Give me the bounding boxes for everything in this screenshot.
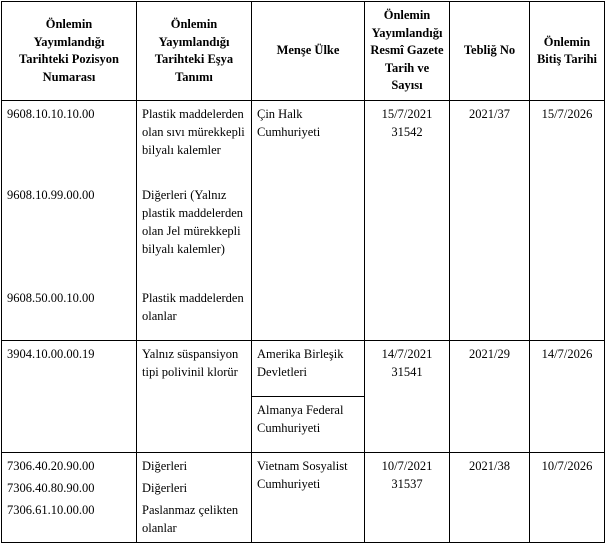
communique-cell — [450, 341, 530, 453]
gazette-date: 10/7/2021 — [381, 459, 433, 473]
measures-table — [1, 1, 605, 543]
table-row — [2, 453, 605, 543]
position-cell — [2, 341, 137, 453]
goods-description: Diğerleri — [142, 481, 188, 495]
position-cell — [2, 101, 137, 341]
gazette-number: 31537 — [391, 477, 423, 491]
goods-description: Diğerleri (Yalnız plastik maddelerden olan Jel mürekkepli bilyalı kalemler) — [142, 188, 244, 256]
goods-description: Plastik maddelerden olanlar — [142, 291, 244, 323]
position-number: 7306.40.20.90.00 — [7, 459, 95, 473]
goods-description: Paslanmaz çelikten olanlar — [142, 503, 239, 535]
gazette-cell — [365, 341, 450, 453]
origin-cell — [252, 453, 365, 543]
header-origin-country: Menşe Ülke — [252, 2, 365, 101]
goods-description: Yalnız süspansiyon tipi polivinil klorür — [142, 347, 239, 379]
position-number: 9608.50.00.10.00 — [7, 291, 95, 305]
position-number: 3904.10.00.00.19 — [7, 347, 95, 361]
description-cell — [137, 101, 252, 341]
header-gazette-date-number: Önlemin Yayımlandığı Resmî Gazete Tarih ve Sayısı — [365, 2, 450, 101]
origin-country: Vietnam Sosyalist Cumhuriyeti — [257, 459, 348, 491]
header-position-number: Önlemin Yayımlandığı Tarihteki Pozisyon Numarası — [2, 2, 137, 101]
end-date: 14/7/2026 — [541, 347, 593, 361]
position-cell — [2, 453, 137, 543]
end-date: 15/7/2026 — [541, 107, 593, 121]
end-date: 10/7/2026 — [541, 459, 593, 473]
gazette-date: 15/7/2021 — [381, 107, 433, 121]
gazette-number: 31541 — [391, 365, 423, 379]
origin-cell — [252, 101, 365, 341]
origin-country: Almanya Federal Cumhuriyeti — [257, 403, 344, 435]
goods-description: Plastik maddelerden olan sıvı mürekkepli bilyalı kalemler — [142, 107, 245, 157]
description-cell — [137, 453, 252, 543]
end-date-cell — [530, 101, 605, 341]
origin-country: Amerika Birleşik Devletleri — [252, 341, 364, 397]
header-goods-description: Önlemin Yayımlandığı Tarihteki Eşya Tanımı — [137, 2, 252, 101]
gazette-cell — [365, 453, 450, 543]
gazette-number: 31542 — [391, 125, 423, 139]
origin-cell — [252, 341, 365, 453]
description-cell — [137, 341, 252, 453]
communique-cell — [450, 101, 530, 341]
communique-no: 2021/38 — [469, 459, 510, 473]
end-date-cell — [530, 453, 605, 543]
origin-country: Çin Halk Cumhuriyeti — [257, 107, 321, 139]
position-number: 7306.40.80.90.00 — [7, 481, 95, 495]
position-number: 9608.10.99.00.00 — [7, 188, 95, 202]
header-communique-no: Tebliğ No — [450, 2, 530, 101]
table-row — [2, 101, 605, 341]
header-end-date: Önlemin Bitiş Tarihi — [530, 2, 605, 101]
gazette-date: 14/7/2021 — [381, 347, 433, 361]
end-date-cell — [530, 341, 605, 453]
position-number: 7306.61.10.00.00 — [7, 503, 95, 517]
communique-cell — [450, 453, 530, 543]
gazette-cell — [365, 101, 450, 341]
goods-description: Diğerleri — [142, 459, 188, 473]
communique-no: 2021/29 — [469, 347, 510, 361]
position-number: 9608.10.10.10.00 — [7, 107, 95, 121]
communique-no: 2021/37 — [469, 107, 510, 121]
header-row — [2, 2, 605, 101]
table-row — [2, 341, 605, 453]
